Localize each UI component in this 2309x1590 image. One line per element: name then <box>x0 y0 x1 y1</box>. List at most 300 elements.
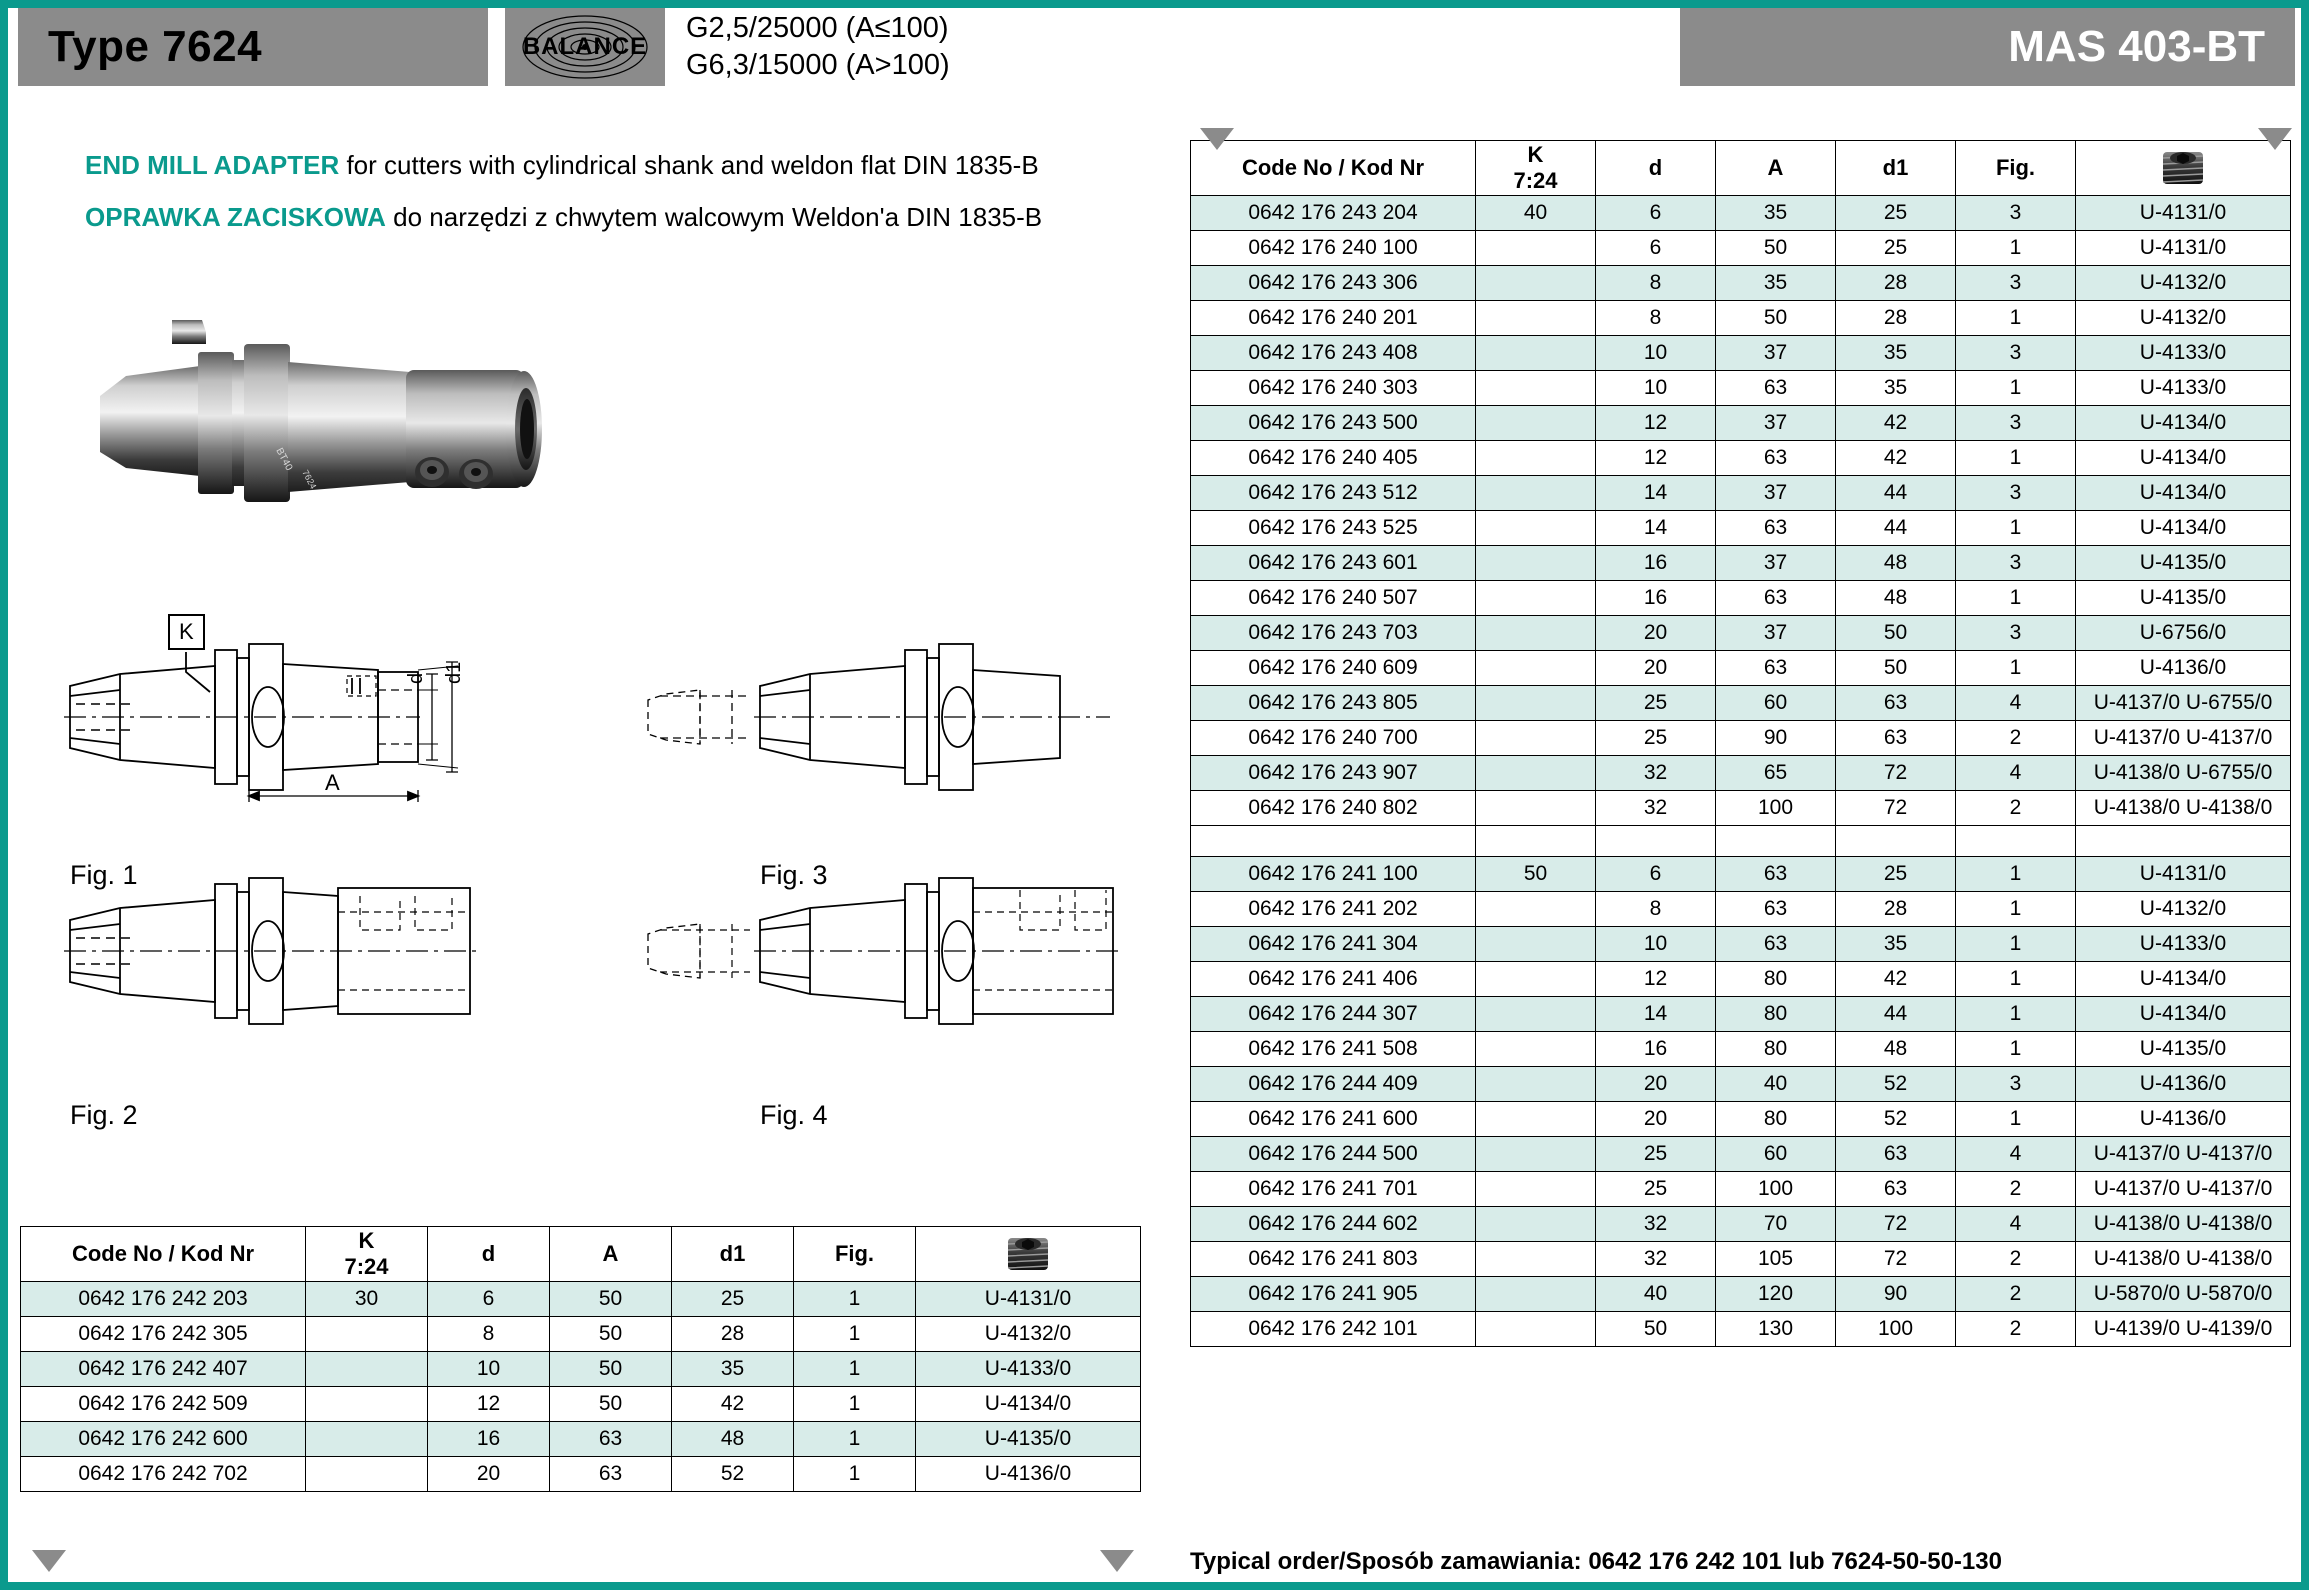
table-row[interactable] <box>1191 546 2291 581</box>
cell-a: 50 <box>550 1317 672 1352</box>
type-banner <box>18 8 488 86</box>
cell-fig: 4 <box>1956 756 2076 791</box>
cell-k <box>1476 1172 1596 1207</box>
spec-table-bt40-50 <box>1190 140 2290 1347</box>
cell-fig: 3 <box>1956 476 2076 511</box>
cell-fig: 1 <box>1956 581 2076 616</box>
cell-code: 0642 176 242 600 <box>21 1422 306 1457</box>
cell-d: 25 <box>1596 721 1716 756</box>
type-label: Type 7624 <box>48 22 263 71</box>
cell-a: 50 <box>550 1387 672 1422</box>
balance-spec-line1: G2,5/25000 (A≤100) <box>686 11 949 44</box>
cell-fig: 1 <box>1956 927 2076 962</box>
cell-d: 12 <box>428 1387 550 1422</box>
order-note: Typical order/Sposób zamawiania: 0642 176 242 101 lub 7624-50-50-130 <box>1190 1548 2002 1575</box>
cell-a: 50 <box>1716 231 1836 266</box>
cell-code: 0642 176 244 307 <box>1191 997 1476 1032</box>
cell-screw: U-6756/0 <box>2076 616 2291 651</box>
cell-d1: 48 <box>672 1422 794 1457</box>
marker-triangle-top-left <box>1200 128 1234 150</box>
cell-fig: 1 <box>1956 997 2076 1032</box>
cell-d: 20 <box>1596 1102 1716 1137</box>
cell-d: 20 <box>428 1457 550 1492</box>
cell-code: 0642 176 240 507 <box>1191 581 1476 616</box>
spec-table-bt30-body <box>21 1282 1141 1492</box>
cell-k <box>1476 336 1596 371</box>
cell-screw: U-5870/0 U-5870/0 <box>2076 1277 2291 1312</box>
cell-fig: 3 <box>1956 266 2076 301</box>
cell-fig: 2 <box>1956 1312 2076 1347</box>
cell-k <box>1476 892 1596 927</box>
marker-triangle-bottom-right <box>1100 1550 1134 1572</box>
cell-d1: 63 <box>1836 1137 1956 1172</box>
cell-d: 8 <box>428 1317 550 1352</box>
cell-k <box>1476 266 1596 301</box>
table-row[interactable] <box>21 1422 1141 1457</box>
cell-d1: 48 <box>1836 546 1956 581</box>
cell-code: 0642 176 240 201 <box>1191 301 1476 336</box>
table-row[interactable] <box>1191 756 2291 791</box>
cell-d1: 48 <box>1836 1032 1956 1067</box>
cell-d1: 28 <box>1836 266 1956 301</box>
cell-d: 14 <box>1596 511 1716 546</box>
cell-d1: 28 <box>672 1317 794 1352</box>
cell-d1: 28 <box>1836 301 1956 336</box>
cell-screw: U-4139/0 U-4139/0 <box>2076 1312 2291 1347</box>
cell-k <box>1476 546 1596 581</box>
cell-fig: 3 <box>1956 196 2076 231</box>
cell-k <box>1476 616 1596 651</box>
cell-d1: 52 <box>1836 1102 1956 1137</box>
table-row[interactable] <box>1191 1172 2291 1207</box>
cell-a: 120 <box>1716 1277 1836 1312</box>
cell-d1: 28 <box>1836 892 1956 927</box>
cell-d1: 42 <box>1836 962 1956 997</box>
cell-d1: 25 <box>1836 196 1956 231</box>
table-row[interactable] <box>1191 406 2291 441</box>
cell-code: 0642 176 244 500 <box>1191 1137 1476 1172</box>
table-row[interactable] <box>21 1352 1141 1387</box>
cell-a: 37 <box>1716 336 1836 371</box>
description-en-strong: END MILL ADAPTER <box>85 150 340 180</box>
cell-screw: U-4137/0 U-4137/0 <box>2076 1172 2291 1207</box>
header-a: A <box>550 1227 672 1282</box>
cell-code: 0642 176 243 500 <box>1191 406 1476 441</box>
cell-d: 40 <box>1596 1277 1716 1312</box>
table-row[interactable] <box>21 1387 1141 1422</box>
cell-a: 63 <box>1716 371 1836 406</box>
cell-a: 100 <box>1716 1172 1836 1207</box>
cell-code: 0642 176 241 600 <box>1191 1102 1476 1137</box>
cell-screw: U-4136/0 <box>2076 1067 2291 1102</box>
table-row[interactable] <box>1191 336 2291 371</box>
table-row[interactable] <box>1191 301 2291 336</box>
cell-k <box>1476 1207 1596 1242</box>
cell-d1: 63 <box>1836 686 1956 721</box>
cell-k <box>1476 1102 1596 1137</box>
header-screw <box>916 1227 1141 1282</box>
spec-table-bt40-50-table <box>1190 140 2291 1347</box>
cell-d: 12 <box>1596 962 1716 997</box>
cell-screw: U-4136/0 <box>2076 651 2291 686</box>
cell-d: 32 <box>1596 791 1716 826</box>
description-en <box>85 148 1140 182</box>
cell-a: 63 <box>1716 927 1836 962</box>
cell-screw: U-4137/0 U-6755/0 <box>2076 686 2291 721</box>
table-row[interactable] <box>1191 721 2291 756</box>
cell-d: 6 <box>428 1282 550 1317</box>
cell-fig: 4 <box>1956 1207 2076 1242</box>
table-row[interactable] <box>1191 686 2291 721</box>
cell-d1: 100 <box>1836 1312 1956 1347</box>
header-k <box>306 1227 428 1282</box>
description-pl-rest: do narzędzi z chwytem walcowym Weldon'a DIN 1835-B <box>385 202 1043 233</box>
cell-d1: 50 <box>1836 651 1956 686</box>
cell-screw: U-4134/0 <box>2076 476 2291 511</box>
cell-a: 105 <box>1716 1242 1836 1277</box>
table-row[interactable] <box>1191 581 2291 616</box>
cell-fig: 1 <box>1956 857 2076 892</box>
cell-a: 63 <box>550 1422 672 1457</box>
table-row[interactable] <box>1191 1312 2291 1347</box>
table-row[interactable] <box>1191 441 2291 476</box>
frame-bottom <box>0 1582 2309 1590</box>
table-spacer-row <box>1191 826 2291 857</box>
cell-d: 32 <box>1596 1242 1716 1277</box>
cell-d: 10 <box>1596 927 1716 962</box>
spec-table-bt40-50-body <box>1191 196 2291 1347</box>
cell-d1: 35 <box>1836 927 1956 962</box>
table-row[interactable] <box>21 1457 1141 1492</box>
cell-screw: U-4134/0 <box>2076 511 2291 546</box>
cell-k <box>1476 651 1596 686</box>
cell-code: 0642 176 242 509 <box>21 1387 306 1422</box>
cell-d: 6 <box>1596 231 1716 266</box>
cell-fig: 1 <box>1956 651 2076 686</box>
cell-screw: U-4134/0 <box>2076 997 2291 1032</box>
cell-a: 37 <box>1716 616 1836 651</box>
cell-a: 80 <box>1716 962 1836 997</box>
spacer-cell <box>1191 826 1476 857</box>
svg-text:d: d <box>405 672 427 684</box>
cell-d: 14 <box>1596 997 1716 1032</box>
cell-d: 16 <box>1596 581 1716 616</box>
table-row[interactable] <box>1191 791 2291 826</box>
balance-spec-line2: G6,3/15000 (A>100) <box>686 49 950 81</box>
product-photo <box>80 300 720 590</box>
cell-a: 37 <box>1716 476 1836 511</box>
cell-fig: 1 <box>794 1352 916 1387</box>
cell-a: 60 <box>1716 1137 1836 1172</box>
cell-d1: 35 <box>1836 336 1956 371</box>
cell-k <box>1476 406 1596 441</box>
fig2-label: Fig. 2 <box>70 1100 138 1130</box>
cell-code: 0642 176 241 803 <box>1191 1242 1476 1277</box>
cell-d1: 63 <box>1836 1172 1956 1207</box>
k-callout: K <box>168 614 205 650</box>
table-row[interactable] <box>1191 1207 2291 1242</box>
cell-a: 35 <box>1716 266 1836 301</box>
marker-triangle-bottom-left <box>32 1550 66 1572</box>
cell-d1: 44 <box>1836 997 1956 1032</box>
table-row[interactable] <box>1191 196 2291 231</box>
cell-k <box>1476 1242 1596 1277</box>
cell-d1: 35 <box>1836 371 1956 406</box>
header-code: Code No / Kod Nr <box>21 1227 306 1282</box>
cell-a: 37 <box>1716 406 1836 441</box>
table-row[interactable] <box>1191 231 2291 266</box>
cell-a: 60 <box>1716 686 1836 721</box>
cell-k <box>1476 441 1596 476</box>
cell-code: 0642 176 241 905 <box>1191 1277 1476 1312</box>
cell-fig: 1 <box>1956 231 2076 266</box>
cell-fig: 1 <box>1956 441 2076 476</box>
cell-d: 32 <box>1596 756 1716 791</box>
spacer-cell <box>1956 826 2076 857</box>
table-row[interactable] <box>1191 511 2291 546</box>
cell-screw: U-4138/0 U-4138/0 <box>2076 1207 2291 1242</box>
table-row[interactable] <box>1191 857 2291 892</box>
cell-code: 0642 176 243 525 <box>1191 511 1476 546</box>
cell-a: 80 <box>1716 997 1836 1032</box>
cell-d1: 44 <box>1836 476 1956 511</box>
cell-screw: U-4135/0 <box>2076 546 2291 581</box>
cell-code: 0642 176 241 701 <box>1191 1172 1476 1207</box>
cell-d: 10 <box>1596 336 1716 371</box>
table-row[interactable] <box>1191 1032 2291 1067</box>
standard-label: MAS 403-BT <box>2008 22 2265 71</box>
cell-d1: 63 <box>1836 721 1956 756</box>
cell-d: 50 <box>1596 1312 1716 1347</box>
cell-fig: 1 <box>1956 892 2076 927</box>
cell-fig: 3 <box>1956 336 2076 371</box>
table-row[interactable] <box>21 1282 1141 1317</box>
cell-a: 63 <box>1716 511 1836 546</box>
cell-code: 0642 176 243 204 <box>1191 196 1476 231</box>
cell-fig: 3 <box>1956 616 2076 651</box>
cell-code: 0642 176 243 703 <box>1191 616 1476 651</box>
spacer-cell <box>1596 826 1716 857</box>
cell-d: 25 <box>1596 1137 1716 1172</box>
cell-screw: U-4134/0 <box>2076 441 2291 476</box>
spacer-cell <box>1716 826 1836 857</box>
description-pl <box>85 200 1140 234</box>
cell-screw: U-4134/0 <box>2076 406 2291 441</box>
cell-a: 130 <box>1716 1312 1836 1347</box>
cell-a: 40 <box>1716 1067 1836 1102</box>
cell-fig: 1 <box>794 1422 916 1457</box>
set-screw-icon <box>2155 146 2211 190</box>
cell-k <box>1476 371 1596 406</box>
table-header-row <box>1191 141 2291 196</box>
cell-fig: 1 <box>794 1457 916 1492</box>
cell-fig: 1 <box>1956 511 2076 546</box>
cell-screw: U-4133/0 <box>2076 336 2291 371</box>
cell-k: 30 <box>306 1282 428 1317</box>
cell-k <box>1476 756 1596 791</box>
cell-d: 25 <box>1596 686 1716 721</box>
cell-code: 0642 176 241 508 <box>1191 1032 1476 1067</box>
cell-code: 0642 176 243 907 <box>1191 756 1476 791</box>
cell-fig: 2 <box>1956 1242 2076 1277</box>
cell-code: 0642 176 243 601 <box>1191 546 1476 581</box>
cell-screw: U-4138/0 U-4138/0 <box>2076 1242 2291 1277</box>
frame-top <box>0 0 2309 8</box>
cell-screw: U-4131/0 <box>916 1282 1141 1317</box>
cell-d1: 50 <box>1836 616 1956 651</box>
cell-d: 20 <box>1596 1067 1716 1102</box>
cell-screw: U-4133/0 <box>2076 371 2291 406</box>
cell-d1: 72 <box>1836 1242 1956 1277</box>
cell-d1: 25 <box>1836 857 1956 892</box>
cell-a: 80 <box>1716 1102 1836 1137</box>
cell-fig: 1 <box>1956 1032 2076 1067</box>
cell-screw: U-4137/0 U-4137/0 <box>2076 1137 2291 1172</box>
cell-a: 37 <box>1716 546 1836 581</box>
cell-d: 8 <box>1596 301 1716 336</box>
technical-drawings <box>60 600 1160 1180</box>
header-k-line1: K <box>358 1228 375 1253</box>
svg-text:d1: d1 <box>443 661 465 684</box>
cell-screw: U-4132/0 <box>2076 301 2291 336</box>
cell-code: 0642 176 243 408 <box>1191 336 1476 371</box>
cell-d: 20 <box>1596 651 1716 686</box>
fig3-label: Fig. 3 <box>760 860 828 890</box>
svg-text:BT40: BT40 <box>273 446 295 473</box>
table-row[interactable] <box>1191 651 2291 686</box>
cell-d1: 90 <box>1836 1277 1956 1312</box>
cell-d: 6 <box>1596 196 1716 231</box>
cell-d1: 42 <box>1836 441 1956 476</box>
cell-d: 16 <box>1596 1032 1716 1067</box>
cell-d1: 25 <box>672 1282 794 1317</box>
header-k-line1: K <box>1527 142 1544 167</box>
header-fig: Fig. <box>794 1227 916 1282</box>
table-row[interactable] <box>1191 997 2291 1032</box>
spec-table-bt30-table <box>20 1226 1141 1492</box>
cell-screw: U-4134/0 <box>916 1387 1141 1422</box>
cell-d: 16 <box>1596 546 1716 581</box>
spec-table-bt30 <box>20 1226 1140 1492</box>
description-en-rest: for cutters with cylindrical shank and weldon flat DIN 1835-B <box>339 150 1039 180</box>
cell-d1: 42 <box>1836 406 1956 441</box>
table-row[interactable] <box>1191 1137 2291 1172</box>
table-row[interactable] <box>1191 1102 2291 1137</box>
cell-d1: 72 <box>1836 756 1956 791</box>
table-row[interactable] <box>1191 1242 2291 1277</box>
cell-d: 12 <box>1596 406 1716 441</box>
cell-k <box>1476 686 1596 721</box>
cell-code: 0642 176 240 405 <box>1191 441 1476 476</box>
table-row[interactable] <box>1191 1067 2291 1102</box>
cell-k <box>1476 962 1596 997</box>
cell-d: 10 <box>1596 371 1716 406</box>
cell-d: 16 <box>428 1422 550 1457</box>
balance-logo <box>505 8 665 86</box>
cell-code: 0642 176 243 306 <box>1191 266 1476 301</box>
cell-d: 6 <box>1596 857 1716 892</box>
cell-k <box>306 1422 428 1457</box>
cell-code: 0642 176 243 512 <box>1191 476 1476 511</box>
cell-d1: 48 <box>1836 581 1956 616</box>
cell-code: 0642 176 240 700 <box>1191 721 1476 756</box>
cell-k: 50 <box>1476 857 1596 892</box>
cell-a: 63 <box>1716 581 1836 616</box>
cell-k <box>1476 231 1596 266</box>
cell-screw: U-4131/0 <box>2076 857 2291 892</box>
table-row[interactable] <box>1191 616 2291 651</box>
cell-fig: 3 <box>1956 1067 2076 1102</box>
cell-d1: 25 <box>1836 231 1956 266</box>
cell-k <box>1476 721 1596 756</box>
marker-triangle-top-right <box>2258 128 2292 150</box>
table-row[interactable] <box>1191 927 2291 962</box>
cell-code: 0642 176 241 100 <box>1191 857 1476 892</box>
spacer-cell <box>1836 826 1956 857</box>
svg-text:7624: 7624 <box>300 468 319 491</box>
cell-code: 0642 176 240 303 <box>1191 371 1476 406</box>
cell-k <box>1476 1277 1596 1312</box>
cell-k <box>1476 476 1596 511</box>
cell-a: 63 <box>550 1457 672 1492</box>
cell-k <box>306 1317 428 1352</box>
cell-a: 70 <box>1716 1207 1836 1242</box>
cell-d: 8 <box>1596 266 1716 301</box>
cell-fig: 1 <box>794 1282 916 1317</box>
table-row[interactable] <box>1191 371 2291 406</box>
cell-code: 0642 176 242 203 <box>21 1282 306 1317</box>
cell-d1: 44 <box>1836 511 1956 546</box>
cell-screw: U-4132/0 <box>916 1317 1141 1352</box>
header-d: d <box>428 1227 550 1282</box>
cell-a: 35 <box>1716 196 1836 231</box>
cell-fig: 2 <box>1956 791 2076 826</box>
cell-screw: U-4132/0 <box>2076 892 2291 927</box>
table-row[interactable] <box>1191 266 2291 301</box>
cell-a: 80 <box>1716 1032 1836 1067</box>
table-row[interactable] <box>1191 476 2291 511</box>
cell-d1: 52 <box>1836 1067 1956 1102</box>
cell-k <box>1476 581 1596 616</box>
cell-d1: 72 <box>1836 791 1956 826</box>
cell-fig: 1 <box>1956 962 2076 997</box>
cell-screw: U-4134/0 <box>2076 962 2291 997</box>
cell-screw: U-4136/0 <box>916 1457 1141 1492</box>
table-row[interactable] <box>1191 892 2291 927</box>
cell-a: 50 <box>1716 301 1836 336</box>
spacer-cell <box>1476 826 1596 857</box>
cell-d1: 42 <box>672 1387 794 1422</box>
header-a: A <box>1716 141 1836 196</box>
header-d: d <box>1596 141 1716 196</box>
table-row[interactable] <box>21 1317 1141 1352</box>
cell-fig: 2 <box>1956 721 2076 756</box>
frame-right <box>2301 0 2309 1590</box>
cell-fig: 4 <box>1956 686 2076 721</box>
cell-a: 63 <box>1716 892 1836 927</box>
balance-logo-text: BALANCE <box>522 33 648 60</box>
cell-code: 0642 176 242 101 <box>1191 1312 1476 1347</box>
table-row[interactable] <box>1191 962 2291 997</box>
cell-fig: 1 <box>794 1317 916 1352</box>
cell-d1: 72 <box>1836 1207 1956 1242</box>
table-row[interactable] <box>1191 1277 2291 1312</box>
cell-screw: U-4132/0 <box>2076 266 2291 301</box>
header-k-line2: 7:24 <box>344 1254 389 1279</box>
cell-k <box>306 1457 428 1492</box>
cell-k <box>1476 1312 1596 1347</box>
cell-fig: 1 <box>794 1387 916 1422</box>
